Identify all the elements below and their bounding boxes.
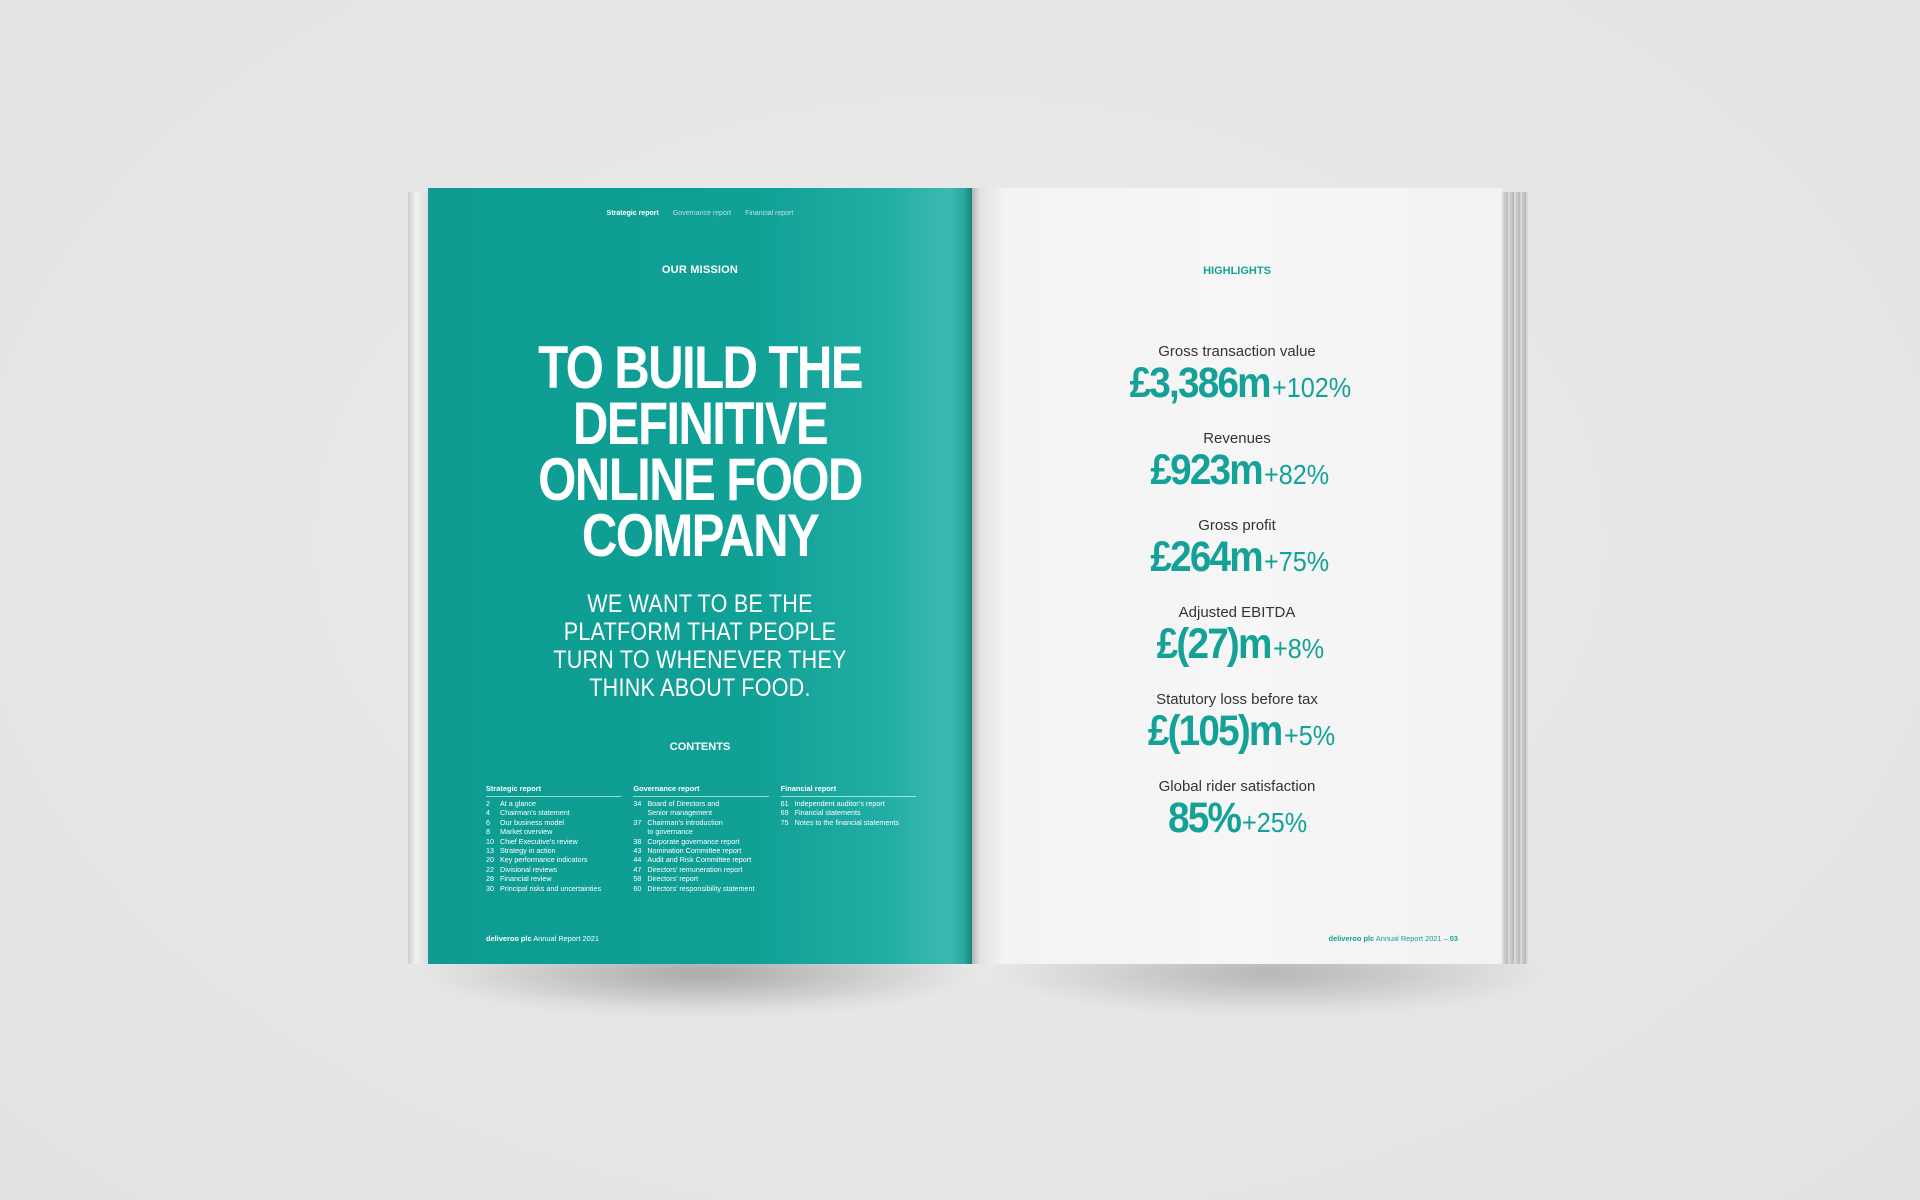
contents-item-title: Audit and Risk Committee report [647, 855, 752, 865]
contents-item-title: At a glance [500, 799, 536, 808]
contents-item-title: Independent auditor’s report [794, 799, 885, 808]
stat-label: Revenues [1203, 430, 1271, 447]
contents-page-number: 38 [633, 836, 642, 846]
contents-page-number: 75 [780, 817, 789, 827]
stat-figures [972, 533, 1502, 588]
contents-item [486, 837, 621, 846]
highlight-stat [972, 516, 1502, 603]
highlight-stat [972, 603, 1502, 690]
contents-item [486, 874, 621, 883]
contents-page-number: 30 [486, 883, 494, 893]
stat-value: £264m [1150, 533, 1262, 581]
contents-item [486, 846, 621, 855]
sub-line: WE WANT TO BE THE [587, 590, 813, 618]
contents-item [486, 855, 621, 864]
book-shadow-left [420, 955, 980, 1015]
report-nav [428, 210, 972, 217]
contents-item-title: Divisional reviews [500, 864, 558, 874]
page-edges-left [408, 192, 428, 964]
page-edges-right [1500, 192, 1528, 964]
contents-item [633, 818, 768, 827]
stat-figures [972, 446, 1502, 501]
contents-page-number: 6 [486, 817, 490, 827]
contents-page-number: 61 [780, 799, 789, 808]
highlight-stat [972, 429, 1502, 516]
highlights-title: HIGHLIGHTS [1203, 265, 1271, 277]
sub-line: TURN TO WHENEVER THEY [553, 646, 847, 674]
contents-item-title: Chief Executive’s review [500, 836, 578, 846]
contents-item [633, 884, 768, 893]
contents-column [781, 784, 916, 893]
highlight-stat [972, 690, 1502, 777]
right-page [972, 188, 1502, 964]
contents-item [781, 808, 916, 817]
contents-item [486, 808, 621, 817]
footer-text: Annual Report 2021 [533, 934, 599, 943]
footer-right [1329, 934, 1458, 943]
stat-change: +5% [1283, 720, 1335, 751]
mission-line: ONLINE FOOD [538, 446, 862, 513]
contents-item [486, 827, 621, 836]
stat-label: Statutory loss before tax [1156, 691, 1318, 708]
stat-change: +25% [1241, 807, 1307, 838]
contents-title: CONTENTS [669, 741, 731, 753]
stat-value: £(27)m [1156, 620, 1271, 668]
contents-page-number: 37 [633, 817, 642, 827]
contents-item [633, 827, 768, 836]
contents-item [633, 846, 768, 855]
contents-column-heading: Financial report [781, 784, 916, 797]
contents-page-number: 28 [486, 874, 494, 884]
contents-item-title: Strategy in action [500, 846, 556, 856]
contents-page-number: 4 [486, 808, 490, 818]
contents-page-number [633, 808, 647, 817]
stat-value: £923m [1150, 446, 1262, 494]
contents-item-title: Financial statements [794, 808, 861, 818]
contents-item-title: Directors’ responsibility statement [647, 883, 755, 893]
contents-item [633, 874, 768, 883]
contents-item-title: Market overview [500, 827, 553, 837]
stat-value: £3,386m [1129, 359, 1270, 407]
contents-item-title: Principal risks and uncertainties [500, 883, 602, 893]
contents-page-number [633, 827, 647, 836]
contents-item-title: Directors’ report [647, 874, 699, 884]
page-number: 03 [1449, 934, 1458, 943]
contents-item-title: Key performance indicators [500, 855, 588, 865]
contents-item-title: Financial review [500, 874, 552, 884]
contents-column [486, 784, 621, 893]
stat-change: +82% [1263, 459, 1329, 490]
footer-left [486, 934, 599, 943]
stat-change: +75% [1263, 546, 1329, 577]
contents-item [633, 865, 768, 874]
contents-item-title: Chairman’s statement [500, 808, 570, 818]
contents-item-title: to governance [647, 827, 693, 837]
contents-column-heading: Strategic report [486, 784, 621, 797]
contents-columns [486, 784, 916, 893]
contents-page-number: 34 [633, 799, 642, 808]
contents-page-number: 10 [486, 836, 494, 846]
contents-page-number: 43 [633, 846, 642, 856]
stat-value: £(105)m [1148, 707, 1282, 755]
contents-page-number: 13 [486, 846, 494, 856]
contents-item [781, 799, 916, 808]
contents-page-number: 69 [780, 808, 789, 818]
contents-item [633, 799, 768, 808]
contents-item [781, 818, 916, 827]
stat-value: 85% [1167, 794, 1240, 842]
footer-brand: deliveroo plc [1328, 934, 1375, 943]
contents-page-number: 2 [486, 799, 490, 808]
stat-label: Gross profit [1198, 517, 1276, 534]
contents-item [633, 837, 768, 846]
stat-label: Global rider satisfaction [1158, 778, 1316, 795]
stat-change: +8% [1272, 633, 1325, 664]
contents-item [633, 808, 768, 817]
contents-item-title: Nomination Committee report [647, 846, 742, 856]
contents-page-number: 22 [486, 864, 494, 874]
contents-page-number: 20 [486, 855, 494, 865]
highlight-stat [972, 342, 1502, 429]
contents-page-number: 47 [633, 864, 642, 874]
contents-item [486, 799, 621, 808]
contents-column-heading: Governance report [633, 784, 768, 797]
mission-line: DEFINITIVE [572, 390, 828, 457]
contents-item-title: Senior management [647, 808, 713, 818]
nav-strategic-report: Strategic report [606, 210, 659, 217]
contents-item-title: Chairman’s introduction [647, 817, 723, 827]
contents-item-title: Corporate governance report [647, 836, 740, 846]
highlight-stat [972, 777, 1502, 864]
stat-figures [972, 794, 1502, 849]
highlights-list [972, 342, 1502, 864]
left-page [428, 188, 972, 964]
contents-column [633, 784, 768, 893]
book-spine [964, 188, 980, 964]
contents-item-title: Notes to the financial statements [794, 817, 899, 827]
contents-item [633, 855, 768, 864]
stat-figures [972, 707, 1502, 762]
footer-text: Annual Report 2021 – [1375, 934, 1448, 943]
contents-page-number: 44 [633, 855, 642, 865]
mission-headline [477, 334, 923, 569]
mission-line: COMPANY [581, 502, 819, 569]
sub-line: THINK ABOUT FOOD. [589, 674, 811, 702]
book-shadow-right [990, 955, 1550, 1015]
footer-brand: deliveroo plc [486, 934, 532, 943]
contents-page-number: 58 [633, 874, 642, 884]
nav-governance-report: Governance report [672, 210, 732, 217]
contents-item-title: Directors’ remuneration report [647, 864, 743, 874]
stat-figures [972, 359, 1502, 414]
contents-item-title: Board of Directors and [647, 799, 720, 808]
contents-item [486, 865, 621, 874]
contents-item [486, 818, 621, 827]
stat-change: +102% [1271, 372, 1352, 403]
contents-page-number: 60 [633, 883, 642, 893]
stat-label: Gross transaction value [1158, 343, 1316, 360]
contents-item [486, 884, 621, 893]
contents-page-number: 8 [486, 827, 490, 837]
nav-financial-report: Financial report [745, 210, 794, 217]
mission-subheadline [466, 590, 934, 702]
mission-eyebrow: OUR MISSION [661, 264, 739, 276]
mission-line: TO BUILD THE [538, 334, 862, 401]
sub-line: PLATFORM THAT PEOPLE [563, 618, 837, 646]
contents-item-title: Our business model [500, 817, 564, 827]
stat-label: Adjusted EBITDA [1178, 604, 1296, 621]
stat-figures [972, 620, 1502, 675]
